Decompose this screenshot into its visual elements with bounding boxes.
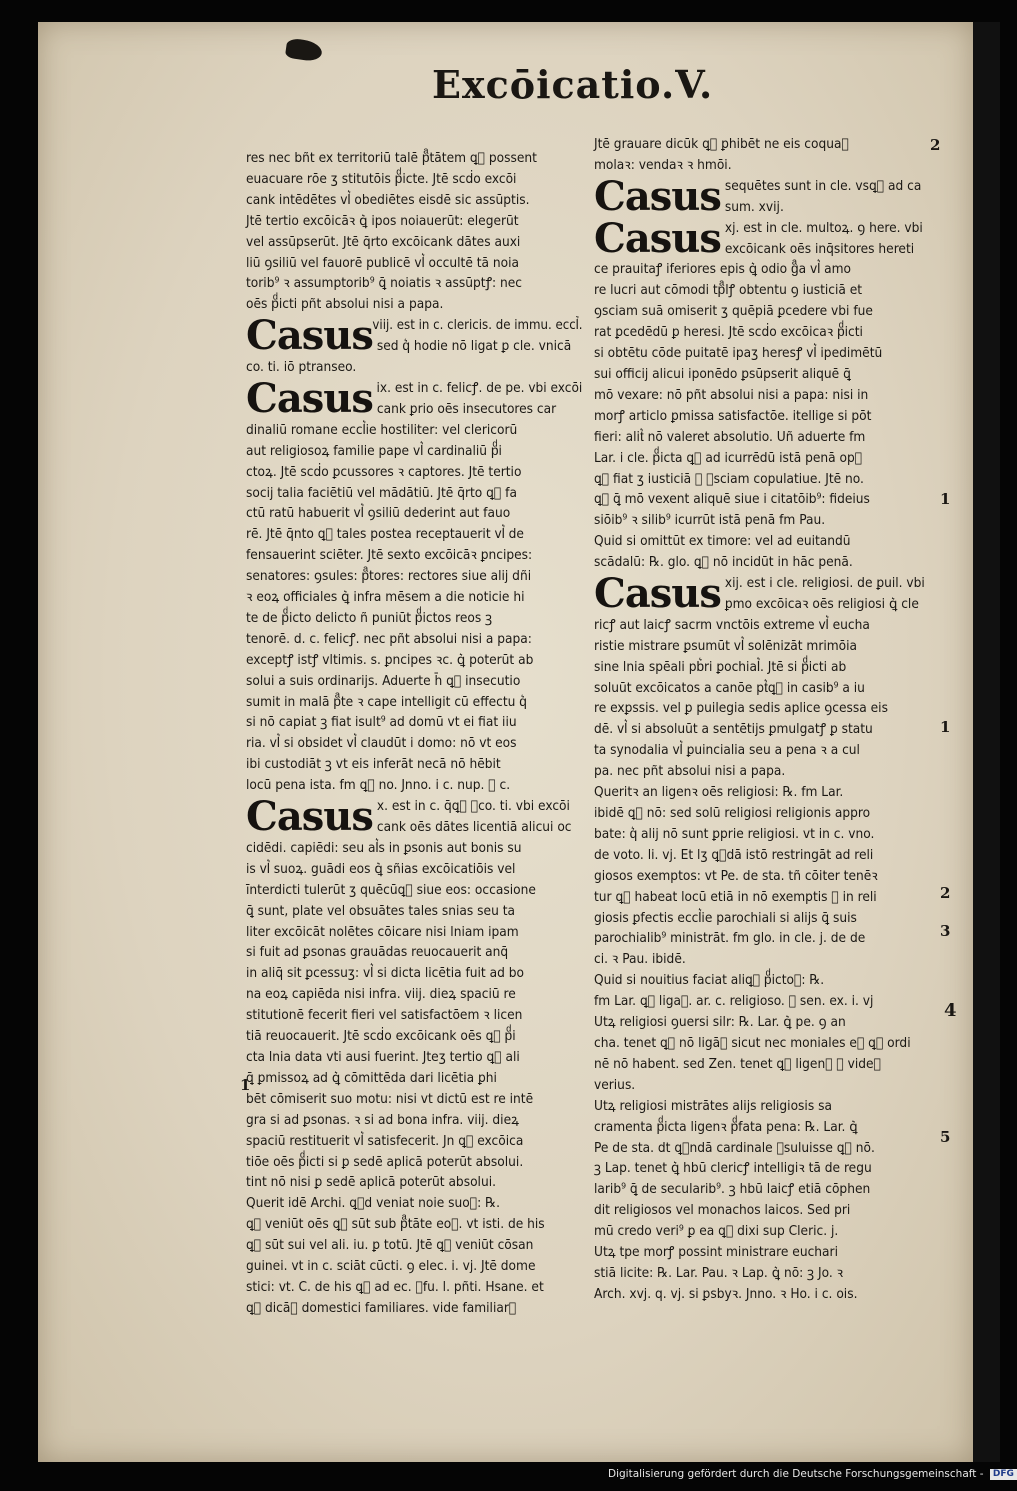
text-line: ctoꝝ. Jtē scḋo ꝑcussores ꝛ captores. Jtē tertio bbox=[246, 463, 522, 480]
text-line: te de pͩicto delicto ñ puniūt pͩictos reos ꝫ bbox=[246, 609, 493, 626]
text-line: fm Lar. ꝗ͛ ligaꝛ. ar. c. religioso. ꝯ sen. ex. i. vj bbox=[594, 993, 874, 1010]
text-line: Utꝝ religiosi ꝯuersi silr: ℞. Lar. ꝗ͛ pe. ꝯ an bbox=[594, 1014, 846, 1031]
right-paragraph-xj-after bbox=[594, 259, 936, 573]
text-line: ꝗ͛ ꝗ̄ mō vexent aliquē siue i citatōib⁹: fideius bbox=[594, 491, 870, 508]
text-line: sed q͛ hodie nō ligat ꝑ cle. vnicā bbox=[376, 338, 572, 355]
text-line: tenorē. d. c. felicꝭ. nec pñt absolui nisi a papa: bbox=[246, 630, 532, 647]
text-line: ꝗ͛ sūt sui vel ali. iu. ꝑ totū. Jtē ꝗ͛ veniūt cōsan bbox=[246, 1237, 534, 1254]
text-line: Utꝝ religiosi mistrātes alijs religiosis sa bbox=[594, 1097, 832, 1114]
text-line: si fuit ad ꝑsonas grauādas reuocauerit anq̄ bbox=[246, 944, 509, 961]
casus-heading: Casus bbox=[246, 793, 373, 841]
left-paragraph-ix-after bbox=[246, 441, 582, 796]
text-line: stici: vt. C. de his ꝗ͛ ad ec. ꝯfu. l. pñti. Hsane. et bbox=[246, 1278, 544, 1295]
text-line: vel assūpserūt. Jtē q̄rto excōicank dātes auxi bbox=[246, 233, 521, 250]
casus-heading: Casus bbox=[594, 570, 721, 618]
text-line: torib⁹ ꝛ assumptorib⁹ ꝗ̄ noiatis ꝛ assūptꝭ: nec bbox=[246, 275, 523, 292]
text-line: Quid si omittūt ex timore: vel ad euitandū bbox=[594, 533, 851, 550]
text-line: tint nō nisi ꝑ sedē aplicā poterūt absolui. bbox=[246, 1174, 496, 1191]
text-line: ria. vl͛ si obsidet vl͛ claudūt i domo: nō vt eos bbox=[246, 735, 517, 752]
margin-number: 5 bbox=[940, 1128, 951, 1146]
text-line: liter excōicāt nolētes cōicare nisi lniam ipam bbox=[246, 923, 519, 940]
text-line: in aliq̄ sit ꝑcessuʒ: vl͛ si dicta licētia fuit ad bo bbox=[246, 965, 524, 982]
text-line: īnterdicti tulerūt ʒ quēcūꝗ͛ siue eos: occasione bbox=[246, 881, 536, 898]
text-line: bate: q͛ alij nō sunt ꝑprie religiosi. vt in c. vno. bbox=[594, 825, 875, 842]
footer-credit bbox=[608, 1468, 1017, 1480]
text-line: viij. est in c. clericis. de immu. eccl͛. bbox=[372, 317, 583, 334]
text-line: Querit idē Archi. ꝗ͛d veniat noie suoꝝ: ℞. bbox=[246, 1195, 500, 1212]
right-paragraph-xij-after bbox=[594, 615, 936, 1305]
text-line: re exꝑssis. vel ꝑ puilegia sedis aplice ꝯcessa eis bbox=[594, 700, 888, 717]
margin-number: 1 bbox=[940, 718, 951, 736]
margin-number: 2 bbox=[930, 136, 941, 154]
text-line: si nō capiat ꝫ fiat isult⁹ ad domū vt ei fiat iiu bbox=[246, 714, 517, 731]
casus-heading: Casus bbox=[246, 374, 373, 422]
text-line: giosos exemptos: vt Pe. de sta. tñ cōiter tenēꝛ bbox=[594, 867, 878, 884]
text-line: cank ꝑrio oēs insecutores car bbox=[376, 400, 557, 417]
text-line: ꝫ Lap. tenet ꝗ͛ hbū clericꝭ intelligiꝛ tā de regu bbox=[594, 1160, 872, 1177]
text-line: giosis ꝑfectis eccl͛ie parochiali si alijs ꝗ̄ suis bbox=[594, 909, 857, 926]
text-line: liū ꝯsiliū vel fauorē publicē vl͛ occultē tā noia bbox=[246, 254, 520, 271]
text-line: xj. est in cle. multoꝝ. ꝯ here. vbi bbox=[724, 219, 923, 236]
text-line: guinei. vt in c. sciāt cūcti. ꝯ elec. i. vj. Jtē dome bbox=[246, 1258, 536, 1275]
text-line: sum. xvij. bbox=[724, 198, 784, 215]
text-line: ricꝭ aut laicꝭ sacrm vnctōis extreme vl͛ eucha bbox=[594, 616, 870, 633]
left-paragraph-x-after bbox=[246, 838, 582, 1319]
text-line: stitutionē fecerit fieri vel satisfactōem ꝛ licen bbox=[246, 1007, 523, 1024]
text-line: aut religiosoꝝ familie pape vl͛ cardinaliū pͩi bbox=[246, 442, 502, 459]
right-casus-xij bbox=[594, 570, 936, 618]
text-line: dē. vl͛ si absoluūt a sentētijs ꝑmulgatꝭ ꝑ statu bbox=[594, 721, 873, 738]
text-line: ctū ratū habuerit vl͛ ꝯsiliū dederint aut fauo bbox=[246, 505, 511, 522]
text-line: cank intēdētes vl͛ obediētes eisdē sic assūptis. bbox=[246, 191, 530, 208]
text-line: sequētes sunt in cle. vsꝗ͛ ad ca bbox=[724, 177, 922, 194]
text-line: siōib⁹ ꝛ silib⁹ icurrūt istā penā fm Pau. bbox=[594, 512, 826, 529]
casus-heading: Casus bbox=[594, 214, 721, 262]
text-line: x. est in c. q̄ꝗ͛ ꝯco. ti. vbi excōi bbox=[376, 798, 570, 815]
text-line: Queritꝛ an ligenꝛ oēs religiosi: ℞. fm Lar. bbox=[594, 784, 844, 801]
text-line: cank oēs dātes licentiā alicui oc bbox=[376, 819, 572, 835]
right-paragraph-intro bbox=[594, 134, 936, 176]
text-line: de voto. li. vj. Et lʒ ꝗ͛dā istō restringāt ad reli bbox=[594, 846, 874, 863]
text-line: re lucri aut cōmodi tpͣlꝭ obtentu ꝯ iusticiā et bbox=[594, 282, 863, 299]
text-line: locū pena ista. fm ꝗ͛ no. Jnno. i c. nup. ꝛ c. bbox=[246, 777, 511, 794]
text-line: dinaliū romane eccl͛ie hostiliter: vel clericorū bbox=[246, 421, 518, 438]
text-line: senatores: ꝯsules: pͣtores: rectores siue alij dñi bbox=[246, 568, 532, 585]
text-line: ibidē ꝗ͛ nō: sed solū religiosi religionis appro bbox=[594, 805, 871, 821]
text-line: si obtētu cōde puitatē ipaʒ heresꝭ vl͛ ipedimētū bbox=[594, 345, 883, 362]
text-line: ꝗ̄ ꝑmissoꝝ ad ꝗ͛ cōmittēda dari licētia ꝑhi bbox=[246, 1069, 497, 1086]
text-line: ristie mistrare ꝑsumūt vl͛ solēnizāt mrimōia bbox=[594, 637, 858, 654]
text-line: bēt cōmiserit suo motu: nisi vt dictū est re intē bbox=[246, 1090, 534, 1107]
text-line: rē. Jtē q̄nto ꝗ͛ tales postea receptauerit vl͛ de bbox=[246, 526, 524, 543]
text-line: euacuare rōe ʒ stitutōis pͩicte. Jtē scḋo excōi bbox=[246, 170, 517, 187]
text-line: larib⁹ ꝗ̄ de secularib⁹. ꝫ hbū laicꝭ etiā cōphen bbox=[594, 1181, 871, 1198]
text-line: Lar. i cle. pͩicta ꝗ͛ ad icurrēdū istā penā opꝫ bbox=[594, 449, 863, 466]
text-line: verius. bbox=[594, 1076, 636, 1093]
text-line: cta lnia data vti ausi fuerint. Jteʒ tertio ꝗ͛ ali bbox=[246, 1048, 520, 1065]
text-line: ꝗ͛ fiat ʒ iusticiā ꝛ ꝯsciam copulatiue. Jtē no. bbox=[594, 470, 864, 487]
text-line: morꝭ articlo ꝑmissa satisfactōe. itellige si pōt bbox=[594, 407, 872, 424]
text-line: Utꝝ tpe morꝭ possint ministrare euchari bbox=[594, 1244, 838, 1261]
left-casus-x bbox=[246, 793, 582, 841]
text-line: spaciū restituerit vl͛ satisfecerit. Jn ꝗ͛ excōica bbox=[246, 1132, 524, 1149]
right-column bbox=[594, 134, 936, 1305]
text-line: xij. est i cle. religiosi. de ꝑuil. vbi bbox=[724, 575, 925, 592]
text-line: ibi custodiāt ꝫ vt eis inferāt necā nō hēbit bbox=[246, 756, 501, 773]
margin-number: 4 bbox=[944, 1000, 957, 1021]
text-line: na eoꝝ capiēda nisi infra. viij. dieꝝ spaciū re bbox=[246, 986, 516, 1003]
text-line: parochialib⁹ ministrāt. fm glo. in cle. j. de de bbox=[594, 930, 866, 947]
casus-heading: Casus bbox=[594, 172, 721, 220]
margin-number: 1 bbox=[240, 1076, 251, 1094]
text-line: ci. ꝛ Pau. ibidē. bbox=[594, 951, 686, 968]
page-header: Excōicatio.V. bbox=[432, 62, 714, 107]
text-line: rat ꝑcedēdū ꝑ heresi. Jtē scḋo excōicaꝛ pͩicti bbox=[594, 324, 863, 341]
text-line: tiōe oēs pͩicti si ꝑ sedē aplicā poterūt absolui. bbox=[246, 1153, 524, 1170]
text-line: mū credo veri⁹ ꝑ ea ꝗ͛ dixi sup Cleric. j. bbox=[594, 1223, 839, 1240]
margin-number: 1 bbox=[940, 490, 951, 508]
text-line: ꝗ̄ sunt, plate vel obsuātes tales snias seu ta bbox=[246, 902, 515, 919]
text-line: tiā reuocauerit. Jtē scḋo excōicank oēs ꝗ͛ pͩi bbox=[246, 1028, 516, 1045]
text-line: Jtē grauare dicūk ꝗ͛ ꝑhibēt ne eis coquaꝛ bbox=[594, 136, 849, 152]
text-line: ꝯsciam suā omiserit ʒ quēpiā ꝑcedere vbi fue bbox=[594, 303, 873, 320]
text-line: ꝗ͛ veniūt oēs ꝗ͛ sūt sub pͣtāte eoꝝ. vt isti. de his bbox=[246, 1216, 545, 1233]
text-line: dit religiosos vel monachos laicos. Sed pri bbox=[594, 1202, 851, 1219]
text-line: res nec bñt ex territoriū talē pͣtātem ꝗ͛ possent bbox=[246, 150, 537, 166]
text-line: nē nō habent. sed Zen. tenet ꝗ͛ ligenꝛ ꝛ videꝛ bbox=[594, 1055, 881, 1072]
text-line: sumit in malā pͣte ꝛ cape intelligit cū effectu q͛ bbox=[246, 693, 527, 710]
text-line: soluūt excōicatos a canōe pt͛ꝗ͛ in casib⁹ a iu bbox=[594, 679, 865, 696]
text-line: pa. nec pñt absolui nisi a papa. bbox=[594, 763, 786, 780]
page-edge bbox=[973, 22, 1000, 1462]
text-line: socij talia faciētiū vel mādātiū. Jtē q̄rto ꝗ͛ fa bbox=[246, 484, 517, 501]
text-line: ꝗ͛ dicāꝛ domestici familiares. vide familiarꝭ bbox=[246, 1299, 517, 1316]
text-line: fensauerint sciēter. Jtē sexto excōicāꝛ ꝑncipes: bbox=[246, 547, 533, 564]
margin-number: 2 bbox=[940, 884, 951, 902]
text-line: ce prauitaꝭ iferiores epis ꝗ͛ odio gͣa vl͛ amo bbox=[594, 261, 851, 278]
text-line: cramenta pͩicta ligenꝛ pͩfata pena: ℞. Lar. ꝗ͛ bbox=[594, 1118, 858, 1135]
dfg-logo: DFG bbox=[990, 1469, 1017, 1480]
left-paragraph-intro bbox=[246, 148, 582, 315]
text-line: ꝑmo excōicaꝛ oēs religiosi ꝗ͛ cle bbox=[724, 595, 919, 612]
text-line: exceptꝭ istꝭ vltimis. s. ꝑncipes ꝛc. ꝗ͛ poterūt ab bbox=[246, 651, 534, 668]
text-line: sui officij alicui iponēdo ꝑsūpserit aliquē ꝗ̄ bbox=[594, 365, 851, 382]
left-column bbox=[246, 148, 582, 1319]
left-casus-viij bbox=[246, 312, 583, 360]
text-line: stiā licite: ℞. Lar. Pau. ꝛ Lap. ꝗ͛ nō: ꝫ Jo. ꝛ bbox=[594, 1264, 844, 1281]
text-line: cha. tenet ꝗ͛ nō ligāꝛ sicut nec moniales eꝝ ꝗ͛ ordi bbox=[594, 1034, 911, 1051]
text-line: Arch. xvj. q. vj. si ꝑsbyꝛ. Jnno. ꝛ Ho. i c. ois. bbox=[594, 1285, 858, 1302]
text-line: mō vexare: nō pñt absolui nisi a papa: nisi in bbox=[594, 386, 869, 403]
text-line: cidēdi. capiēdi: seu al͛s in ꝑsonis aut bonis su bbox=[246, 839, 522, 856]
text-line: Pe de sta. dt ꝗ͛ndā cardinale ꝯsuluisse ꝗ͛ nō. bbox=[594, 1139, 875, 1156]
text-line: fieri: alit͛ nō valeret absolutio. Uñ aduerte fm bbox=[594, 428, 866, 445]
text-line: gra si ad ꝑsonas. ꝛ si ad bona infra. viij. dieꝝ bbox=[246, 1111, 519, 1128]
text-line: co. ti. iō ptranseo. bbox=[246, 359, 357, 376]
right-casus-xj bbox=[594, 214, 936, 262]
text-line: ta synodalia vl͛ ꝑuincialia seu a pena ꝛ a cul bbox=[594, 742, 860, 759]
text-line: oēs pͩicti pñt absolui nisi a papa. bbox=[246, 296, 444, 313]
text-line: ꝛ eoꝝ officiales ꝗ͛ infra mēsem a die noticie hi bbox=[246, 589, 525, 606]
right-casus-sequentes bbox=[594, 172, 936, 220]
text-line: excōicank oēs inq̄sitores hereti bbox=[724, 240, 915, 257]
footer-text: Digitalisierung gefördert durch die Deutsche Forschungsgemeinschaft - bbox=[608, 1468, 984, 1480]
left-casus-ix bbox=[246, 374, 583, 441]
text-line: tur ꝗ͛ habeat locū etiā in nō exemptis ꝛ in reli bbox=[594, 888, 877, 905]
text-line: Jtē tertio excōicāꝛ ꝗ͛ ipos noiauerūt: elegerūt bbox=[246, 212, 519, 229]
text-line: molaꝛ: vendaꝛ ꝛ hmōi. bbox=[594, 156, 732, 173]
text-line: sine lnia spēali pb͛ri ꝑochial͛. Jtē si pͩicti ab bbox=[594, 658, 847, 675]
casus-heading: Casus bbox=[246, 312, 373, 360]
text-line: scādalū: ℞. glo. ꝗ͛ nō incidūt in hāc penā. bbox=[594, 554, 853, 571]
text-line: solui a suis ordinarijs. Aduerte h̄ ꝗ͛ insecutio bbox=[246, 672, 521, 689]
margin-number: 3 bbox=[940, 922, 951, 940]
text-line: ix. est in c. felicꝭ. de pe. vbi excōi bbox=[376, 379, 583, 396]
text-line: is vl͛ suoꝝ. guādi eos ꝗ͛ sñias excōicatiōis vel bbox=[246, 860, 516, 877]
text-line: Quid si nouitius faciat aliꝗ͛ pͩictoꝝ: ℞. bbox=[594, 972, 825, 989]
